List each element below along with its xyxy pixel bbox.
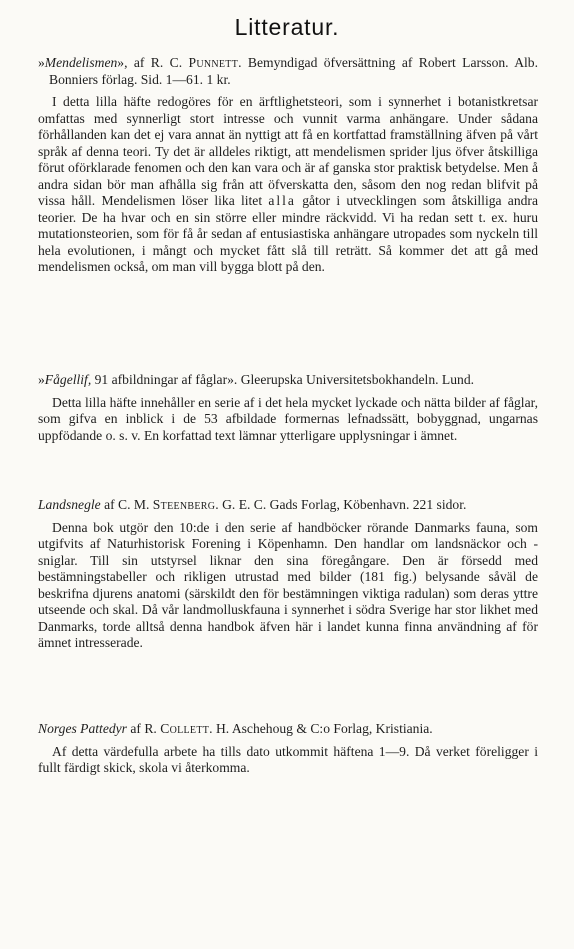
review-body: Denna bok utgör den 10:de i den serie af handböcker rörande Danmarks fauna, som utgifvits af Naturhistorisk Forening i Köpenhamn. Den handlar om landsnäckor och -sniglar. Till sin utstyrsel liknar den sina föregångare. Den är försedd med bestämningstabeller och rikligen utrustad med bilder (181 fig.) belysande såväl de beskrifna djurens anatomi (särskildt den för bestämningen viktiga radulan) som deras yttre utseende och skal. Då vår landmolluskfauna i synnerhet i södra Sverige har stor likhet med Danmarks, torde alltså denna handbok äfven här i landet kunna finna användning af för ämnet intresserade. (38, 519, 538, 650)
author-name: Steenberg (152, 497, 216, 512)
author-name: Collett (160, 721, 210, 736)
book-title: Landsnegle (38, 497, 101, 512)
book-title: Fågellif, (44, 372, 92, 387)
citation-details: 91 afbildningar af fåglar». Gleerupska Universitetsbokhandeln. Lund. (91, 372, 475, 387)
review-fagellif (38, 372, 538, 444)
emphasized-word: alla (268, 193, 296, 208)
review-citation (38, 55, 538, 88)
book-title: Mendelismen (44, 55, 118, 70)
review-body: Af detta värdefulla arbete ha tills dato utkommit häftena 1—9. Då verket föreligger i fullt färdigt skick, skola vi återkomma. (38, 743, 538, 775)
quote-mark: » (38, 55, 45, 70)
book-title: Norges Pattedyr (38, 721, 127, 736)
citation-text: af C. M. (100, 497, 153, 512)
citation-text: af R. (126, 721, 161, 736)
review-citation (38, 497, 538, 514)
review-landsnegle (38, 497, 538, 652)
quote-mark: » (38, 372, 45, 387)
review-citation (38, 372, 538, 389)
page-title: Litteratur. (234, 14, 340, 40)
review-norges-pattedyr (38, 721, 538, 777)
citation-details: . H. Aschehoug & C:o Forlag, Kristiania. (209, 721, 433, 736)
review-citation (38, 721, 538, 738)
author-name: Punnett (188, 55, 239, 70)
body-text: I detta lilla häfte redogöres för en ärftlighetsteori, som i synnerhet i botanistkretsar omfattas med synnerligt stort intresse och vunnit varma anhängare. Under sådana förhållanden kan det ej vara annat än nyttigt att få en kortfattad framställning äfven på vårt språk af denna teori. Ty det är alldeles riktigt, att mendelismen sprider ljus öfver åtskilliga förut oförklarade fenomen och den kan vara och är af ganska stor praktisk betydelse. Men å andra sidan bör man afhålla sig från att öfverskatta den, såsom den nog redan blifvit på vissa håll. Mendelismen löser lika litet (38, 94, 538, 208)
review-body (38, 94, 538, 276)
review-mendelismen (38, 55, 538, 276)
body-text: gåtor i utvecklingen som åtskilliga andra teorier. De ha hvar och en sin större eller mindre räckvidd. Vi ha redan sett t. ex. huru mutationsteorien, som för få år sedan af entusiastiska anhängare utropades som nyckeln till hela evolutionen, i mångt och mycket fått slå till reträtt. Så kommer det att gå med mendelismen också, om man vill bygga blott på den. (38, 193, 538, 274)
citation-details: . G. E. C. Gads Forlag, Köbenhavn. 221 sidor. (215, 497, 467, 512)
citation-text: », af R. C. (117, 55, 189, 70)
review-body: Detta lilla häfte innehåller en serie af i det hela mycket lyckade och nätta bilder af fåglar, som gifva en inblick i de 53 afbildade formernas lefnadssätt, bobyggnad, ungarnas uppfödande o. s. v. En korfattad text lämnar ytterligare upplysningar i ämnet. (38, 394, 538, 443)
citation-details: . Bemyndigad öfversättning af Robert Larsson. Alb. Bonniers förlag. Sid. 1—61. 1 kr. (49, 55, 538, 87)
